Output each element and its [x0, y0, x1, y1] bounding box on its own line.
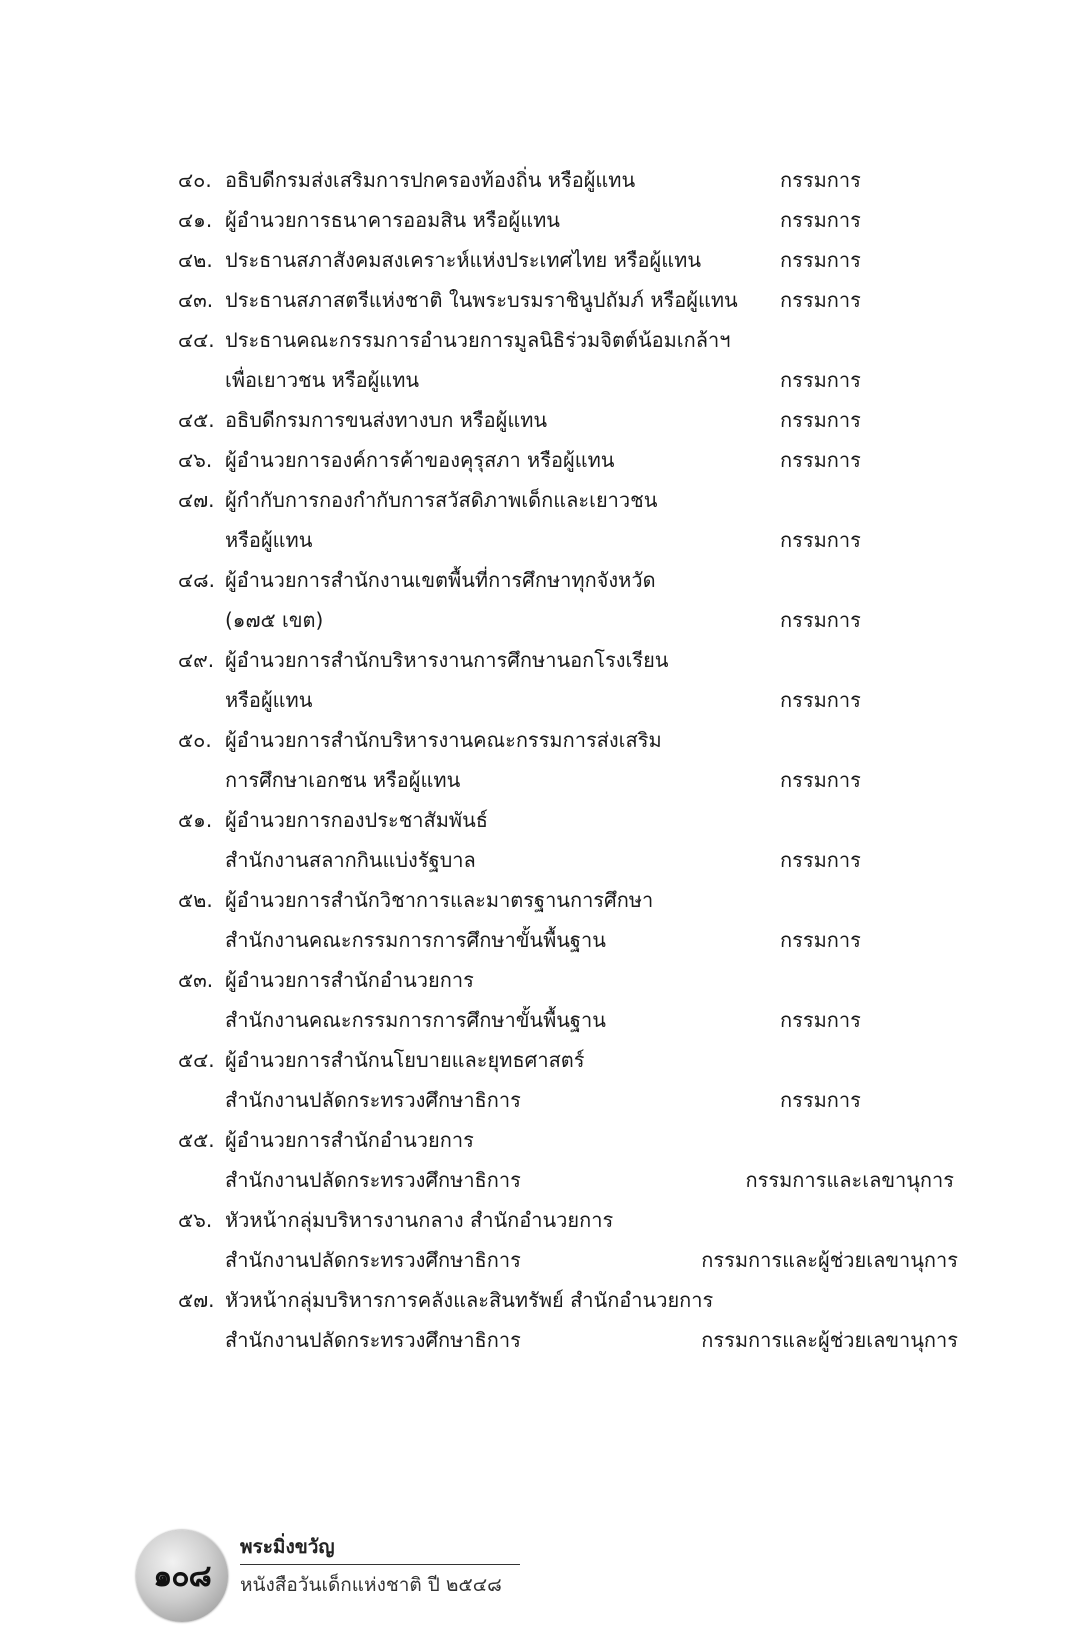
- list-item-line: [0, 1000, 1072, 1040]
- list-item: [0, 880, 1072, 960]
- item-role: กรรมการ: [780, 848, 861, 872]
- item-text: ผู้กำกับการกองกำกับการสวัสดิภาพเด็กและเยาวชน: [225, 488, 658, 512]
- item-text: ผู้อำนวยการสำนักอำนวยการ: [225, 1128, 474, 1152]
- item-role: กรรมการและผู้ช่วยเลขานุการ: [701, 1328, 958, 1352]
- list-item-line: [0, 640, 1072, 680]
- list-item: [0, 440, 1072, 480]
- footer-title: พระมิ่งขวัญ: [240, 1536, 335, 1558]
- item-role: กรรมการ: [780, 408, 861, 432]
- item-text: ผู้อำนวยการกองประชาสัมพันธ์: [225, 808, 488, 832]
- item-text: (๑๗๕ เขต): [225, 608, 324, 632]
- list-item-line: [0, 720, 1072, 760]
- item-text: ผู้อำนวยการสำนักบริหารงานการศึกษานอกโรงเรียน: [225, 648, 669, 672]
- list-item-line: [0, 680, 1072, 720]
- item-text: หัวหน้ากลุ่มบริหารงานกลาง สำนักอำนวยการ: [225, 1208, 614, 1232]
- list-item: [0, 400, 1072, 440]
- item-text: หรือผู้แทน: [225, 528, 313, 552]
- list-item: [0, 1040, 1072, 1120]
- list-item: [0, 800, 1072, 880]
- list-item-line: [0, 280, 1072, 320]
- item-text: สำนักงานคณะกรรมการการศึกษาขั้นพื้นฐาน: [225, 1008, 606, 1032]
- item-text: สำนักงานปลัดกระทรวงศึกษาธิการ: [225, 1328, 521, 1352]
- item-number: ๕๓.: [178, 968, 214, 992]
- list-item: [0, 160, 1072, 200]
- list-item-line: [0, 880, 1072, 920]
- list-item-line: [0, 400, 1072, 440]
- list-item-line: [0, 160, 1072, 200]
- list-item-line: [0, 440, 1072, 480]
- item-number: ๔๓.: [178, 288, 214, 312]
- item-text: สำนักงานสลากกินแบ่งรัฐบาล: [225, 848, 476, 872]
- item-role: กรรมการ: [780, 608, 861, 632]
- item-number: ๔๗.: [178, 488, 215, 512]
- item-number: ๔๙.: [178, 648, 215, 672]
- list-item-line: [0, 1280, 1072, 1320]
- item-text: ประธานสภาสตรีแห่งชาติ ในพระบรมราชินูปถัมภ์ หรือผู้แทน: [225, 288, 738, 312]
- item-text: สำนักงานปลัดกระทรวงศึกษาธิการ: [225, 1088, 521, 1112]
- item-text: เพื่อเยาวชน หรือผู้แทน: [225, 368, 420, 392]
- list-item: [0, 1120, 1072, 1200]
- item-text: ผู้อำนวยการสำนักบริหารงานคณะกรรมการส่งเสริม: [225, 728, 662, 752]
- item-text: ผู้อำนวยการสำนักอำนวยการ: [225, 968, 474, 992]
- list-item-line: [0, 1080, 1072, 1120]
- item-text: ผู้อำนวยการองค์การค้าของคุรุสภา หรือผู้แทน: [225, 448, 615, 472]
- list-item-line: [0, 320, 1072, 360]
- item-text: ประธานคณะกรรมการอำนวยการมูลนิธิร่วมจิตต์น้อมเกล้าฯ: [225, 328, 731, 352]
- list-item-line: [0, 760, 1072, 800]
- item-number: ๔๖.: [178, 448, 213, 472]
- list-item: [0, 640, 1072, 720]
- item-text: หรือผู้แทน: [225, 688, 313, 712]
- footer-subtitle: หนังสือวันเด็กแห่งชาติ ปี ๒๕๔๘: [240, 1574, 502, 1596]
- item-role: กรรมการ: [780, 248, 861, 272]
- item-role: กรรมการ: [780, 528, 861, 552]
- item-number: ๔๐.: [178, 168, 212, 192]
- item-role: กรรมการ: [780, 168, 861, 192]
- list-item: [0, 280, 1072, 320]
- item-number: ๕๑.: [178, 808, 213, 832]
- list-item-line: [0, 920, 1072, 960]
- item-text: สำนักงานปลัดกระทรวงศึกษาธิการ: [225, 1248, 521, 1272]
- list-item: [0, 560, 1072, 640]
- list-item-line: [0, 960, 1072, 1000]
- list-item-line: [0, 800, 1072, 840]
- item-text: ผู้อำนวยการสำนักวิชาการและมาตรฐานการศึกษา: [225, 888, 654, 912]
- list-item: [0, 480, 1072, 560]
- list-item-line: [0, 200, 1072, 240]
- item-text: ผู้อำนวยการสำนักงานเขตพื้นที่การศึกษาทุกจังหวัด: [225, 568, 656, 592]
- item-number: ๕๔.: [178, 1048, 215, 1072]
- item-number: ๔๑.: [178, 208, 213, 232]
- item-text: สำนักงานปลัดกระทรวงศึกษาธิการ: [225, 1168, 521, 1192]
- item-role: กรรมการ: [780, 928, 861, 952]
- item-text: การศึกษาเอกชน หรือผู้แทน: [225, 768, 461, 792]
- list-item: [0, 1280, 1072, 1360]
- page-number-badge: [136, 1530, 228, 1622]
- item-text: หัวหน้ากลุ่มบริหารการคลังและสินทรัพย์ สำนักอำนวยการ: [225, 1288, 714, 1312]
- list-item-line: [0, 560, 1072, 600]
- item-role: กรรมการ: [780, 448, 861, 472]
- list-item-line: [0, 240, 1072, 280]
- list-item-line: [0, 1160, 1072, 1200]
- list-item-line: [0, 1320, 1072, 1360]
- item-number: ๕๗.: [178, 1288, 215, 1312]
- list-item-line: [0, 480, 1072, 520]
- item-role: กรรมการ: [780, 208, 861, 232]
- item-number: ๕๕.: [178, 1128, 215, 1152]
- footer-divider: [240, 1564, 520, 1565]
- item-role: กรรมการและผู้ช่วยเลขานุการ: [701, 1248, 958, 1272]
- list-item: [0, 320, 1072, 400]
- item-role: กรรมการ: [780, 688, 861, 712]
- list-item: [0, 720, 1072, 800]
- list-item-line: [0, 360, 1072, 400]
- list-item-line: [0, 1240, 1072, 1280]
- item-number: ๕๒.: [178, 888, 213, 912]
- list-item: [0, 200, 1072, 240]
- list-item: [0, 960, 1072, 1040]
- item-number: ๔๘.: [178, 568, 215, 592]
- item-number: ๕๖.: [178, 1208, 213, 1232]
- list-item-line: [0, 840, 1072, 880]
- list-item: [0, 240, 1072, 280]
- item-number: ๔๒.: [178, 248, 213, 272]
- list-item-line: [0, 520, 1072, 560]
- list-item: [0, 1200, 1072, 1280]
- item-role: กรรมการ: [780, 1088, 861, 1112]
- item-text: ผู้อำนวยการสำนักนโยบายและยุทธศาสตร์: [225, 1048, 585, 1072]
- item-role: กรรมการ: [780, 768, 861, 792]
- list-item-line: [0, 1040, 1072, 1080]
- item-role: กรรมการ: [780, 368, 861, 392]
- item-text: ประธานสภาสังคมสงเคราะห์แห่งประเทศไทย หรือผู้แทน: [225, 248, 701, 272]
- item-role: กรรมการ: [780, 288, 861, 312]
- item-number: ๔๔.: [178, 328, 215, 352]
- page-number: ๑๐๘: [153, 1558, 211, 1594]
- list-item-line: [0, 1120, 1072, 1160]
- item-number: ๔๕.: [178, 408, 215, 432]
- item-text: สำนักงานคณะกรรมการการศึกษาขั้นพื้นฐาน: [225, 928, 606, 952]
- item-role: กรรมการและเลขานุการ: [745, 1168, 954, 1192]
- list-item-line: [0, 600, 1072, 640]
- list-item-line: [0, 1200, 1072, 1240]
- item-role: กรรมการ: [780, 1008, 861, 1032]
- item-number: ๕๐.: [178, 728, 212, 752]
- item-text: อธิบดีกรมการขนส่งทางบก หรือผู้แทน: [225, 408, 548, 432]
- item-text: อธิบดีกรมส่งเสริมการปกครองท้องถิ่น หรือผู้แทน: [225, 168, 636, 192]
- item-text: ผู้อำนวยการธนาคารออมสิน หรือผู้แทน: [225, 208, 560, 232]
